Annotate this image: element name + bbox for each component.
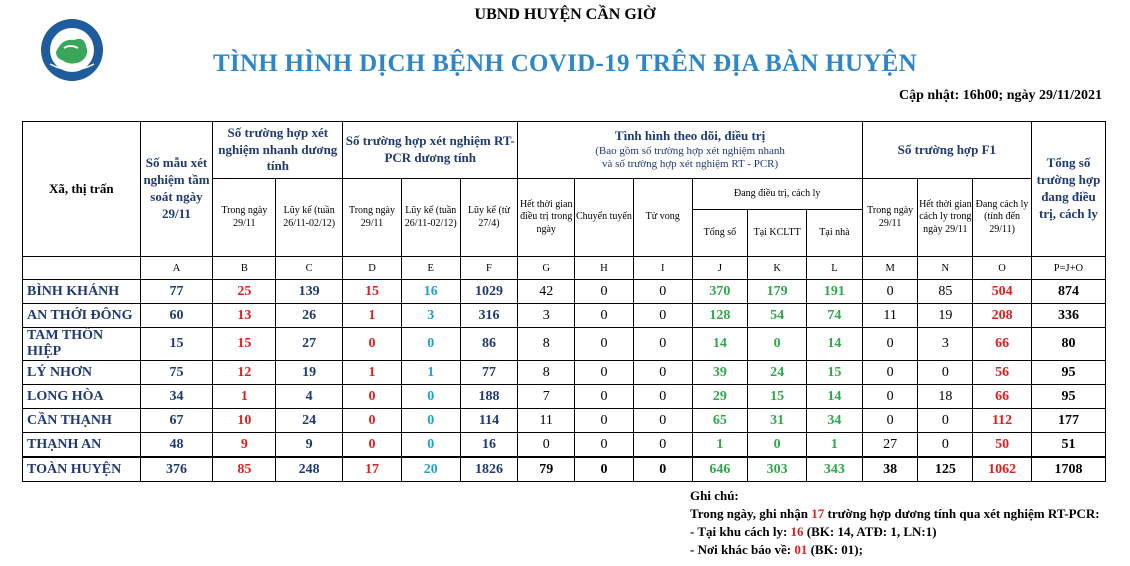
- notes-title: Ghi chú:: [690, 488, 739, 503]
- header-samples: Số mẫu xét nghiệm tầm soát ngày 29/11: [140, 122, 213, 257]
- column-letter: B: [213, 257, 276, 280]
- table-cell: 177: [1031, 409, 1105, 433]
- table-cell: 0: [575, 361, 634, 385]
- header-f1-done: Hết thời gian cách ly trong ngày 29/11: [918, 179, 973, 257]
- table-cell: 7: [518, 385, 575, 409]
- table-cell: 343: [807, 457, 863, 482]
- table-cell: 1: [213, 385, 276, 409]
- table-cell: 74: [807, 304, 863, 328]
- table-cell: 0: [401, 328, 460, 361]
- notes-text: (BK: 14, ATĐ: 1, LN:1): [803, 524, 937, 539]
- table-cell: 0: [343, 409, 402, 433]
- table-cell: 56: [973, 361, 1032, 385]
- table-cell: 125: [918, 457, 973, 482]
- table-cell: 208: [973, 304, 1032, 328]
- table-cell: 85: [918, 280, 973, 304]
- notes: [690, 487, 1100, 559]
- table-cell: 25: [213, 280, 276, 304]
- header-f1: Số trường hợp F1: [862, 122, 1031, 179]
- column-letter-row: [23, 257, 1106, 280]
- column-letter: O: [973, 257, 1032, 280]
- table-cell: 0: [343, 433, 402, 458]
- table-cell: 0: [633, 409, 692, 433]
- table-cell: 336: [1031, 304, 1105, 328]
- table-cell: 1: [401, 361, 460, 385]
- header-treating: Đang điều trị, cách ly: [692, 179, 862, 210]
- table-cell: 0: [575, 457, 634, 482]
- header-pcr-total: Lũy kế (từ 27/4): [460, 179, 518, 257]
- table-cell: 0: [748, 433, 807, 458]
- notes-text: Trong ngày, ghi nhận: [690, 506, 812, 521]
- header-treating-kcltt: Tại KCLTT: [748, 210, 807, 257]
- table-cell: 1: [343, 304, 402, 328]
- header-tracking-note-1: (Bao gồm số trường hợp xét nghiệm nhanh: [595, 144, 785, 157]
- table-cell: 316: [460, 304, 518, 328]
- table-cell: 504: [973, 280, 1032, 304]
- table-row: [23, 409, 1106, 433]
- table-cell: 65: [692, 409, 748, 433]
- table-cell: 95: [1031, 361, 1105, 385]
- column-letter: M: [862, 257, 918, 280]
- header-treating-sum: Tổng số: [692, 210, 748, 257]
- table-cell: 39: [692, 361, 748, 385]
- table-cell: 128: [692, 304, 748, 328]
- table-cell: 1708: [1031, 457, 1105, 482]
- table-cell: 0: [633, 385, 692, 409]
- table-cell: 874: [1031, 280, 1105, 304]
- table-cell: 3: [518, 304, 575, 328]
- table-cell: 0: [633, 328, 692, 361]
- table-cell: 34: [807, 409, 863, 433]
- table-cell: 14: [807, 385, 863, 409]
- table-cell: 48: [140, 433, 213, 458]
- notes-text: trường hợp dương tính qua xét nghiệm RT-PCR:: [824, 506, 1100, 521]
- table-row: [23, 328, 1106, 361]
- notes-number: 01: [794, 542, 808, 557]
- commune-name: LONG HÒA: [23, 385, 141, 409]
- notes-number: 17: [811, 506, 825, 521]
- notes-text: (BK: 01);: [807, 542, 863, 557]
- covid-status-table: [22, 121, 1106, 482]
- table-cell: 9: [213, 433, 276, 458]
- column-letter: L: [807, 257, 863, 280]
- table-cell: 1062: [973, 457, 1032, 482]
- table-cell: 0: [518, 433, 575, 458]
- table-cell: 0: [633, 457, 692, 482]
- table-cell: 19: [918, 304, 973, 328]
- page-title: TÌNH HÌNH DỊCH BỆNH COVID-19 TRÊN ĐỊA BÀN HUYỆN: [212, 50, 917, 77]
- table-cell: 191: [807, 280, 863, 304]
- table-cell: 1: [692, 433, 748, 458]
- table-cell: 42: [518, 280, 575, 304]
- table-cell: 31: [748, 409, 807, 433]
- table-cell: 85: [213, 457, 276, 482]
- table-cell: 77: [140, 280, 213, 304]
- table-cell: 16: [460, 433, 518, 458]
- column-letter: E: [401, 257, 460, 280]
- table-row: [23, 304, 1106, 328]
- column-letter: H: [575, 257, 634, 280]
- table-cell: 15: [343, 280, 402, 304]
- table-cell: 67: [140, 409, 213, 433]
- notes-text: - Tại khu cách ly:: [690, 524, 791, 539]
- total-row: [23, 457, 1106, 482]
- table-cell: 66: [973, 385, 1032, 409]
- table-cell: 0: [343, 385, 402, 409]
- table-cell: 0: [575, 385, 634, 409]
- update-time: Cập nhật: 16h00; ngày 29/11/2021: [898, 88, 1102, 103]
- table-cell: 77: [460, 361, 518, 385]
- header-tracking-note-2: và số trường hợp xét nghiệm RT - PCR): [601, 158, 779, 171]
- table-cell: 75: [140, 361, 213, 385]
- table-cell: 0: [633, 304, 692, 328]
- table-cell: 1029: [460, 280, 518, 304]
- table-cell: 8: [518, 361, 575, 385]
- table-cell: 0: [575, 280, 634, 304]
- table-cell: 15: [807, 361, 863, 385]
- column-letter: F: [460, 257, 518, 280]
- table-cell: 60: [140, 304, 213, 328]
- notes-line-2: [690, 523, 1100, 541]
- column-letter: J: [692, 257, 748, 280]
- table-cell: 0: [633, 433, 692, 458]
- table-cell: 0: [862, 409, 918, 433]
- table-cell: 29: [692, 385, 748, 409]
- table-cell: 112: [973, 409, 1032, 433]
- table-cell: 0: [343, 328, 402, 361]
- table-cell: 24: [276, 409, 343, 433]
- table-cell: 0: [401, 433, 460, 458]
- table-cell: 179: [748, 280, 807, 304]
- table-cell: 11: [518, 409, 575, 433]
- table-cell: 79: [518, 457, 575, 482]
- table-cell: 27: [276, 328, 343, 361]
- table-cell: 0: [862, 328, 918, 361]
- table-cell: 1: [343, 361, 402, 385]
- column-letter: D: [343, 257, 402, 280]
- commune-name: TAM THÔN HIỆP: [23, 328, 141, 361]
- table-cell: 0: [862, 361, 918, 385]
- table-row: [23, 280, 1106, 304]
- table-cell: 0: [862, 280, 918, 304]
- header-death: Tử vong: [633, 179, 692, 257]
- table-cell: 95: [1031, 385, 1105, 409]
- column-letter: K: [748, 257, 807, 280]
- header-transfer: Chuyển tuyến: [575, 179, 634, 257]
- table-cell: 66: [973, 328, 1032, 361]
- table-cell: 15: [213, 328, 276, 361]
- table-cell: 34: [140, 385, 213, 409]
- column-letter: N: [918, 257, 973, 280]
- header-f1-isolating: Đang cách ly (tính đến 29/11): [973, 179, 1032, 257]
- table-cell: 12: [213, 361, 276, 385]
- header-quick-cum: Lũy kế (tuần 26/11-02/12): [276, 179, 343, 257]
- commune-name: LÝ NHƠN: [23, 361, 141, 385]
- header-total-treating: Tổng số trường hợp đang điều trị, cách ly: [1031, 122, 1105, 257]
- table-cell: 0: [575, 304, 634, 328]
- table-cell: 0: [575, 433, 634, 458]
- table-cell: 370: [692, 280, 748, 304]
- table-cell: 24: [748, 361, 807, 385]
- commune-name: THẠNH AN: [23, 433, 141, 458]
- table-cell: 80: [1031, 328, 1105, 361]
- header-quick-test: Số trường hợp xét nghiệm nhanh dương tính: [213, 122, 343, 179]
- table-cell: 8: [518, 328, 575, 361]
- commune-name: AN THỚI ĐÔNG: [23, 304, 141, 328]
- column-letter: C: [276, 257, 343, 280]
- table-cell: 26: [276, 304, 343, 328]
- header-quick-day: Trong ngày 29/11: [213, 179, 276, 257]
- table-cell: 303: [748, 457, 807, 482]
- table-row: [23, 433, 1106, 458]
- table-cell: 16: [401, 280, 460, 304]
- table-cell: 10: [213, 409, 276, 433]
- table-cell: 3: [918, 328, 973, 361]
- table-cell: 20: [401, 457, 460, 482]
- table-cell: 51: [1031, 433, 1105, 458]
- commune-name: CẦN THẠNH: [23, 409, 141, 433]
- table-cell: 3: [401, 304, 460, 328]
- column-letter: I: [633, 257, 692, 280]
- table-cell: 0: [401, 409, 460, 433]
- table-cell: 0: [918, 361, 973, 385]
- header-f1-day: Trong ngày 29/11: [862, 179, 918, 257]
- notes-number: 16: [790, 524, 804, 539]
- table-cell: 14: [807, 328, 863, 361]
- header-tracking-title: Tình hình theo dõi, điều trị: [614, 127, 766, 143]
- table-cell: 0: [633, 361, 692, 385]
- organization-name: UBND HUYỆN CẦN GIỜ: [474, 6, 656, 23]
- table-cell: 54: [748, 304, 807, 328]
- table-cell: 376: [140, 457, 213, 482]
- header-tracking: [518, 122, 862, 179]
- column-letter: A: [140, 257, 213, 280]
- table-cell: 0: [633, 280, 692, 304]
- table-cell: 86: [460, 328, 518, 361]
- table-row: [23, 361, 1106, 385]
- header-pcr-day: Trong ngày 29/11: [343, 179, 402, 257]
- table-cell: 0: [748, 328, 807, 361]
- table-cell: 17: [343, 457, 402, 482]
- column-letter: [23, 257, 141, 280]
- table-cell: 1: [807, 433, 863, 458]
- notes-line-1: [690, 505, 1100, 523]
- notes-line-3: [690, 541, 1100, 559]
- table-cell: 646: [692, 457, 748, 482]
- header-pcr-test: Số trường hợp xét nghiệm RT-PCR dương tính: [343, 122, 518, 179]
- table-cell: 0: [575, 409, 634, 433]
- table-cell: 19: [276, 361, 343, 385]
- table-cell: 38: [862, 457, 918, 482]
- commune-name: TOÀN HUYỆN: [23, 457, 141, 482]
- column-letter: G: [518, 257, 575, 280]
- table-cell: 14: [692, 328, 748, 361]
- table-cell: 27: [862, 433, 918, 458]
- table-cell: 18: [918, 385, 973, 409]
- table-cell: 13: [213, 304, 276, 328]
- table-cell: 15: [140, 328, 213, 361]
- notes-text: - Nơi khác báo về:: [690, 542, 795, 557]
- table-cell: 0: [918, 433, 973, 458]
- table-cell: 114: [460, 409, 518, 433]
- table-row: [23, 385, 1106, 409]
- table-cell: 50: [973, 433, 1032, 458]
- table-cell: 9: [276, 433, 343, 458]
- table-cell: 188: [460, 385, 518, 409]
- table-cell: 248: [276, 457, 343, 482]
- table-cell: 15: [748, 385, 807, 409]
- header-pcr-cum: Lũy kế (tuần 26/11-02/12): [401, 179, 460, 257]
- header-treating-home: Tại nhà: [807, 210, 863, 257]
- table-cell: 11: [862, 304, 918, 328]
- table-cell: 4: [276, 385, 343, 409]
- table-cell: 1826: [460, 457, 518, 482]
- table-cell: 139: [276, 280, 343, 304]
- table-cell: 0: [918, 409, 973, 433]
- header-commune: Xã, thị trấn: [23, 122, 141, 257]
- column-letter: P=J+O: [1031, 257, 1105, 280]
- table-cell: 0: [862, 385, 918, 409]
- header-done: Hết thời gian điều trị trong ngày: [518, 179, 575, 257]
- table-cell: 0: [575, 328, 634, 361]
- table-cell: 0: [401, 385, 460, 409]
- commune-name: BÌNH KHÁNH: [23, 280, 141, 304]
